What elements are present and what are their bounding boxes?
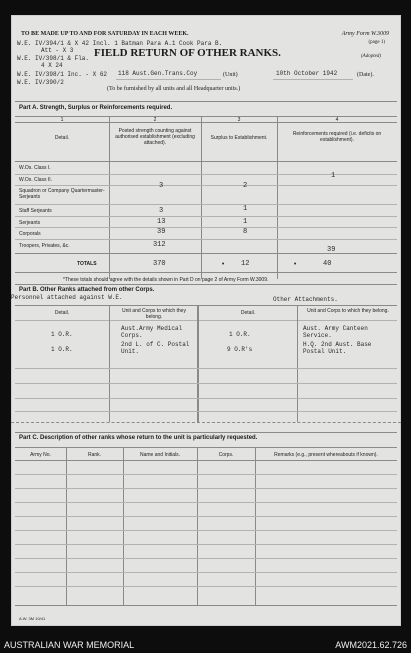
part-b-row-detail-1: 1 O.R.	[51, 331, 73, 338]
week-note: TO BE MADE UP TO AND FOR SATURDAY IN EACH WEEK.	[21, 31, 189, 37]
part-c-header-name: Name and Initials.	[139, 452, 181, 458]
part-a-header-surplus: Surplus to Establishment.	[210, 135, 268, 141]
form-sheet	[11, 15, 401, 626]
date-value: 10th October 1942	[276, 70, 338, 77]
part-a-row-reinf: 39	[327, 246, 336, 254]
date-underline	[273, 79, 353, 80]
part-c-header-corps: Corps.	[218, 452, 234, 458]
part-a-row-rule	[15, 174, 397, 175]
footer-accession-number: AWM2021.62.726	[335, 640, 407, 650]
part-b-top-rule	[15, 284, 397, 285]
part-a-totals-rule	[15, 253, 397, 254]
part-a-row-detail: Corporals	[19, 231, 41, 237]
part-a-row-detail: Troopers, Privates, &c.	[19, 243, 70, 249]
part-b-row-unit-1: 2nd L. of C. Postal Unit.	[121, 341, 190, 355]
form-title: FIELD RETURN OF OTHER RANKS.	[94, 47, 281, 59]
typed-line-2: Att - X 3	[41, 47, 74, 54]
part-b-center-divider	[197, 305, 199, 422]
part-c-title: Part C. Description of other ranks whose return to the unit is particularly requested.	[19, 435, 258, 441]
part-b-col-divider-3	[297, 305, 298, 422]
typed-line-3: W.E. IV/398/1 & Fla.	[17, 55, 90, 62]
date-label: (Date).	[357, 72, 374, 78]
part-b-blank-rule	[15, 383, 397, 384]
part-b-typed-left: Personnel attached against W.E.	[11, 294, 123, 301]
part-b-row-unit-2: Aust. Army Canteen Service.	[303, 325, 368, 339]
part-a-row-detail: W.Os. Class I.	[19, 165, 51, 171]
part-a-row-posted: 3	[159, 182, 164, 190]
part-a-title: Part A. Strength, Surplus or Reinforcements required.	[19, 105, 173, 111]
typed-line-4: 4 X 24	[41, 62, 63, 69]
part-b-blank-rule	[15, 368, 397, 369]
typed-line-5: W.E. IV/398/1 Inc. - X 62	[17, 71, 108, 78]
part-a-header-detail: Detail.	[54, 135, 70, 141]
part-a-header-posted: Posted strength counting against authorised establishment (excluding attached).	[115, 128, 195, 146]
part-a-col-num-4: 4	[335, 117, 339, 123]
part-b-typed-right: Other Attachments.	[273, 296, 338, 303]
part-c-top-rule	[15, 432, 397, 433]
part-b-header-rule	[15, 320, 397, 321]
part-a-row-posted: 39	[157, 228, 166, 236]
part-a-row-surplus: 1	[243, 205, 248, 213]
print-code: A.W. 3M 10/41	[19, 616, 46, 621]
part-b-col-divider-1	[109, 305, 110, 422]
part-a-header-rule	[15, 161, 397, 162]
part-a-totals-bottom-rule	[15, 272, 397, 273]
part-a-col-num-2: 2	[153, 117, 157, 123]
part-b-header-detail-2: Detail.	[240, 310, 256, 316]
part-a-total-posted: 370	[153, 260, 166, 268]
part-a-row-detail: Staff Serjeants	[19, 208, 52, 214]
part-a-row-posted: 312	[153, 241, 166, 249]
part-a-row-detail: W.Os. Class II.	[19, 177, 53, 183]
part-a-row-rule	[15, 239, 397, 240]
part-a-row-posted: 3	[159, 207, 164, 215]
furnished-note: (To be furnished by all units and all Headquarter units.)	[107, 86, 241, 92]
part-a-row-surplus: 2	[243, 182, 248, 190]
part-b-row-detail-2: 1 O.R.	[229, 331, 251, 338]
part-a-totals-label: TOTALS	[77, 261, 97, 267]
part-c-header-rule	[15, 460, 397, 461]
part-a-row-detail: Squadron or Company Quartermaster-Serjeants	[19, 188, 105, 200]
part-b-header-unit-1: Unit and Corps to which they belong.	[122, 308, 186, 320]
part-c-bottom-rule	[15, 605, 397, 606]
part-c-row-rule	[15, 544, 397, 545]
part-a-total-marker: •	[293, 261, 298, 269]
unit-underline	[116, 79, 221, 80]
part-a-note: *These totals should agree with the details shown in Part D on page 2 of Army Form W.3009.	[63, 277, 269, 283]
part-c-table-top	[15, 447, 397, 448]
part-a-top-rule	[15, 101, 397, 102]
part-c-col-divider-1	[66, 447, 67, 605]
adopted-note: (Adopted)	[361, 54, 381, 59]
part-a-total-surplus: 12	[241, 260, 250, 268]
part-c-header-army-no: Army No.	[30, 452, 51, 458]
part-a-row-rule	[15, 227, 397, 228]
part-b-row-detail-2: 9 O.R's	[227, 346, 253, 353]
part-b-row-detail-1: 1 O.R.	[51, 346, 73, 353]
part-a-row-rule	[15, 185, 397, 186]
part-a-row-posted: 13	[157, 218, 166, 226]
army-form-number: Army Form W.3009	[341, 31, 389, 37]
part-a-col-divider-1	[109, 116, 110, 279]
footer-institution: AUSTRALIAN WAR MEMORIAL	[4, 640, 135, 650]
part-c-row-rule	[15, 586, 397, 587]
typed-line-1: W.E. IV/394/1 & X 42 Incl. 1 Batman Para A.1 Cook Para B.	[17, 40, 223, 47]
part-a-row-surplus: 1	[243, 218, 248, 226]
page-number: (page 1)	[368, 40, 385, 45]
part-b-row-unit-1: Aust.Army Medical Corps.	[121, 325, 183, 339]
part-a-col-num-3: 3	[237, 117, 241, 123]
part-c-row-rule	[15, 502, 397, 503]
part-b-header-detail-1: Detail.	[54, 310, 70, 316]
part-b-table-top	[15, 305, 397, 306]
part-c-row-rule	[15, 516, 397, 517]
part-a-total-marker: •	[221, 261, 226, 269]
part-c-header-rank: Rank.	[87, 452, 102, 458]
unit-value: 118 Aust.Gen.Trans.Coy	[118, 70, 198, 77]
part-b-title: Part B. Other Ranks attached from other Corps.	[19, 287, 155, 293]
part-c-row-rule	[15, 558, 397, 559]
part-a-row-rule	[15, 204, 397, 205]
part-a-col-num-1: 1	[60, 117, 64, 123]
unit-label: (Unit)	[223, 72, 238, 78]
part-b-row-unit-2: H.Q. 2nd Aust. Base Postal Unit.	[303, 341, 372, 355]
part-b-header-unit-2: Unit and Corps to which they belong.	[307, 308, 389, 314]
part-c-row-rule	[15, 572, 397, 573]
part-a-col-divider-3	[277, 116, 278, 279]
part-a-row-surplus: 8	[243, 228, 248, 236]
part-a-row-detail: Serjeants	[19, 220, 41, 226]
part-c-row-rule	[15, 530, 397, 531]
part-c-col-divider-4	[255, 447, 256, 605]
part-c-col-divider-3	[197, 447, 198, 605]
typed-line-6: W.E. IV/390/2	[17, 79, 64, 86]
part-b-blank-rule	[15, 411, 397, 412]
fold-line	[11, 422, 401, 423]
part-c-header-remarks: Remarks (e.g., present whereabouts if known).	[274, 452, 378, 458]
part-a-row-rule	[15, 216, 397, 217]
part-c-row-rule	[15, 488, 397, 489]
part-a-header-reinforcements: Reinforcements required (i.e. deficits on establishment).	[292, 131, 382, 143]
part-a-total-reinf: 40	[323, 260, 332, 268]
part-c-row-rule	[15, 474, 397, 475]
part-a-row-reinf: 1	[331, 172, 336, 180]
part-b-blank-rule	[15, 398, 397, 399]
part-c-col-divider-2	[123, 447, 124, 605]
